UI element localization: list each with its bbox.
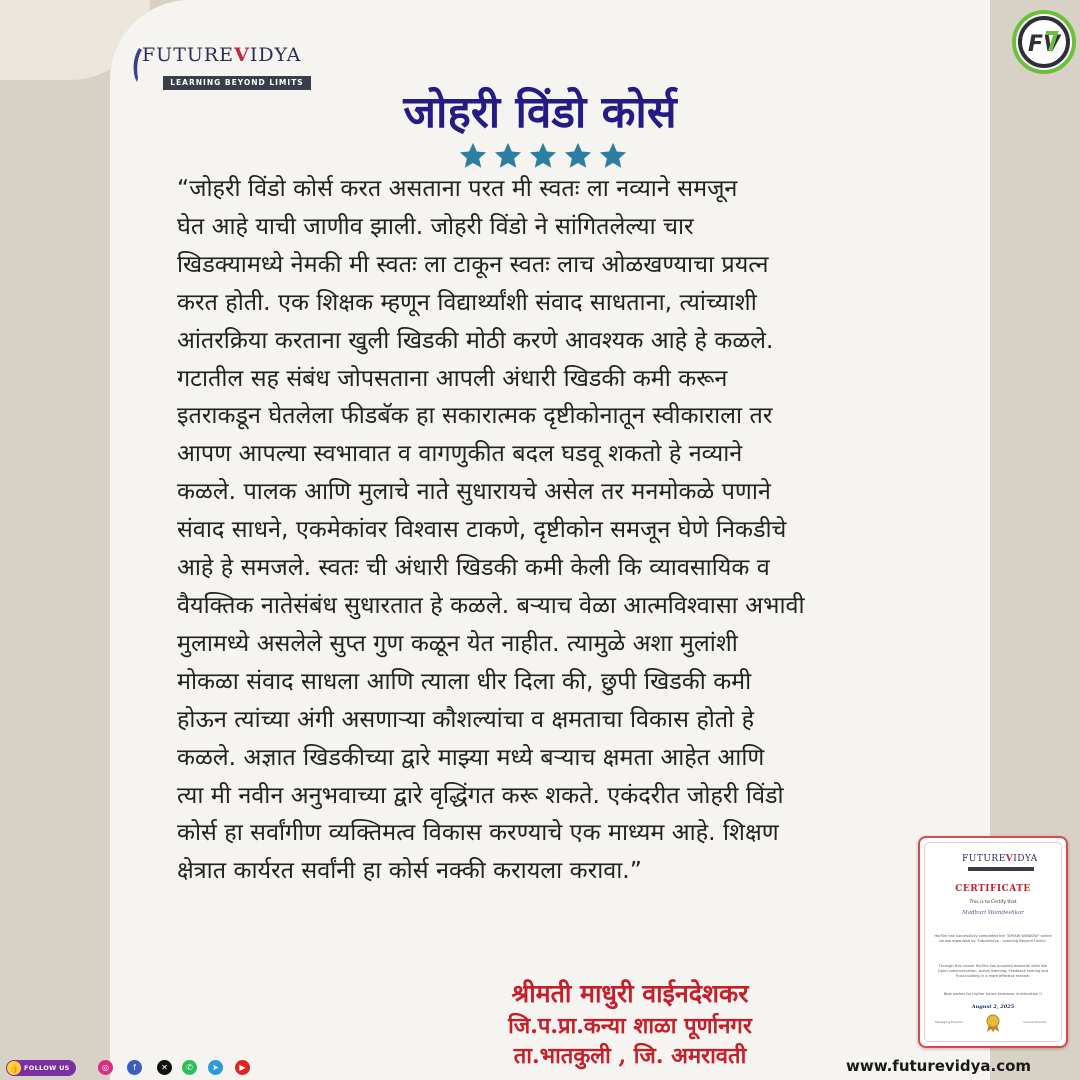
medal-icon bbox=[986, 1014, 1000, 1032]
certificate-paragraph: He/She has successfully completed the "JOHARI WINDOW" online course organized by 'Futurevidya - Learning Beyond Limits'. bbox=[934, 934, 1052, 943]
certificate-subtitle: This is to Certify that bbox=[969, 900, 1017, 905]
author-name: श्रीमती माधुरी वाईनदेशकर bbox=[511, 979, 749, 1008]
star-icon bbox=[528, 141, 558, 171]
author-school: जि.प.प्रा.कन्या शाळा पूर्णानगर bbox=[508, 1013, 752, 1039]
star-icon bbox=[563, 141, 593, 171]
testimonial-text: “जोहरी विंडो कोर्स करत असताना परत मी स्वतः ला नव्याने समजून घेत आहे याची जाणीव झाली. जोहरी विंडो ने सांगितलेल्या चार खिडक्यामध्ये नेमकी मी स्वतः ला टाकून स्वतः लाच ओळखण्याचा प्रयत्न करत होती. एक शिक्षक म्हणून विद्यार्थ्यांशी संवाद साधताना, त्यांच्याशी आंतरक्रिया करताना खुली खिडकी मोठी करणे आवश्यक आहे हे कळले. गटातील सह संबंध जोपसताना आपली अंधारी खिडकी कमी करून इतराकडून घेतलेला फीडबॅक हा सकारात्मक दृष्टीकोनातून स्वीकाराला तर आपण आपल्या स्वभावात व वागणुकीत बदल घडवू शकतो हे नव्याने कळले. पालक आणि मुलाचे नाते सुधारायचे असेल तर मनमोकळे पणाने संवाद साधने, एकमेकांवर विश्वास टाकणे, दृष्टीकोन समजून घेणे निकडीचे आहे हे समजले. स्वतः ची अंधारी खिडकी कमी केली कि व्यावसायिक व वैयक्तिक नातेसंबंध सुधारतात हे कळले. बऱ्याच वेळा आत्मविश्वासा अभावी मुलामध्ये असलेले सुप्त गुण कळून येत नाहीत. त्यामुळे अशा मुलांशी मोकळा संवाद साधला आणि त्याला धीर दिला की, छुपी खिडकी कमी होऊन त्यांच्या अंगी असणाऱ्या कौशल्यांचा व क्षमताचा विकास होतो हे कळले. अज्ञात खिडकीच्या द्वारे माझ्या मध्ये बऱ्याच क्षमता आहेत आणि त्या मी नवीन अनुभवाच्या द्वारे वृद्धिंगत करू शकते. एकंदरीत जोहरी विंडो कोर्स हा सर्वांगीण व्यक्तिमत्व विकास करण्याचे एक माध्यम आहे. शिक्षण क्षेत्रात कार्यरत सर्वांनी हा कोर्स नक्की करायला करावा.” bbox=[177, 174, 805, 885]
certificate-paragraph: Through this course He/She has acquired essential skills like Open communication, Active listening, Feedback sharing and Trust building in a more effective manner. bbox=[937, 964, 1049, 978]
certificate-logo-bar bbox=[968, 867, 1034, 871]
certificate-title: CERTIFICATE bbox=[955, 884, 1031, 894]
instagram-icon[interactable]: ◎ bbox=[98, 1060, 113, 1075]
logo-wordmark: FUTUREVIDYA bbox=[142, 44, 302, 66]
certificate-thumbnail[interactable] bbox=[918, 836, 1068, 1048]
certificate-signature-right: Course Director bbox=[1023, 1020, 1047, 1024]
youtube-icon[interactable]: ▶ bbox=[235, 1060, 250, 1075]
rating-stars bbox=[458, 141, 628, 173]
certificate-signature-left: Managing Director bbox=[935, 1020, 963, 1024]
star-icon bbox=[458, 141, 488, 171]
telegram-icon[interactable]: ➤ bbox=[208, 1060, 223, 1075]
facebook-icon[interactable]: f bbox=[127, 1060, 142, 1075]
follow-us-label: FOLLOW US bbox=[24, 1064, 70, 1072]
page-title: जोहरी विंडो कोर्स bbox=[403, 87, 677, 138]
certificate-logo: FUTUREVIDYA bbox=[962, 854, 1038, 864]
star-icon bbox=[598, 141, 628, 171]
follow-us-button[interactable] bbox=[6, 1060, 76, 1076]
certificate-paragraph: Best wishes for his/her future endeavor in education !! bbox=[943, 992, 1043, 996]
star-icon bbox=[493, 141, 523, 171]
certificate-recipient: Madhuri Waindeshkar bbox=[962, 910, 1024, 916]
whatsapp-icon[interactable]: ✆ bbox=[182, 1060, 197, 1075]
badge-text: FV bbox=[1027, 32, 1061, 57]
logo-tagline: LEARNING BEYOND LIMITS bbox=[163, 76, 311, 90]
thumbs-up-icon: 👍 bbox=[7, 1061, 21, 1075]
author-place: ता.भातकुली , जि. अमरावती bbox=[513, 1043, 747, 1069]
certificate-date: August 2, 2025 bbox=[971, 1004, 1015, 1010]
x-icon[interactable]: ✕ bbox=[157, 1060, 172, 1075]
fv-badge-icon[interactable] bbox=[1012, 10, 1076, 74]
website-link[interactable]: www.futurevidya.com bbox=[846, 1057, 1032, 1075]
